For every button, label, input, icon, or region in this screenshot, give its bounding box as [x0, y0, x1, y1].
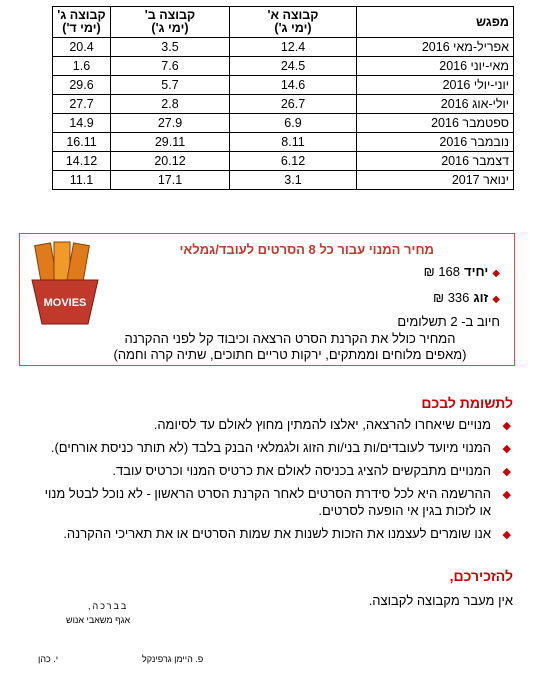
- notice-list: [33, 416, 513, 548]
- cell-month: יולי-אוג 2016: [357, 95, 514, 114]
- cell-group-c: 14.12: [53, 152, 111, 171]
- list-item: ◆ מנויים שיאחרו להרצאה, יאלצו להמתין מחוץ לאולם עד לסיומה.: [33, 416, 513, 433]
- movie-tickets-icon: [26, 240, 104, 326]
- cell-group-c: 11.1: [53, 171, 111, 190]
- cell-group-a: 6.12: [230, 152, 357, 171]
- price-single: ◆יחיד168 ₪: [423, 264, 500, 279]
- price-title: מחיר המנוי עבור כל 8 הסרטים לעובד/גמלאי: [179, 242, 434, 257]
- table-row: [53, 95, 514, 114]
- svg-text:MOVIES: MOVIES: [43, 297, 87, 309]
- cell-month: אפריל-מאי 2016: [357, 38, 514, 57]
- diamond-bullet-icon: ◆: [502, 420, 511, 432]
- cell-group-a: 3.1: [230, 171, 357, 190]
- list-item: ◆ המנויים מתבקשים להציג בכניסה לאולם את כרטיס המנוי וכרטיס עובד.: [33, 462, 513, 479]
- cell-group-a: 14.6: [230, 76, 357, 95]
- remember-text: אין מעבר מקבוצה לקבוצה.: [368, 593, 513, 608]
- cell-group-b: 2.8: [111, 95, 230, 114]
- table-row: [53, 133, 514, 152]
- price-double: ◆זוג336 ₪: [433, 290, 500, 305]
- signature-name: פ. היימן גרפינקל: [142, 654, 204, 664]
- diamond-bullet-icon: ◆: [502, 443, 511, 455]
- signature-name: י. כהן: [38, 654, 59, 664]
- cell-month: נובמבר 2016: [357, 133, 514, 152]
- list-item: ◆ אנו שומרים לעצמנו את הזכות לשנות את שמות הסרטים או את תאריכי ההקרנה.: [33, 525, 513, 542]
- cell-group-b: 29.11: [111, 133, 230, 152]
- bullet-icon: ◆: [492, 294, 500, 305]
- diamond-bullet-icon: ◆: [502, 466, 511, 478]
- signature-blessing: בברכה,: [88, 601, 129, 611]
- cell-group-c: 14.9: [53, 114, 111, 133]
- cell-month: דצמבר 2016: [357, 152, 514, 171]
- schedule-table: [52, 6, 514, 190]
- cell-group-a: 24.5: [230, 57, 357, 76]
- cell-group-b: 5.7: [111, 76, 230, 95]
- table-row: [53, 171, 514, 190]
- table-row: [53, 76, 514, 95]
- notice-heading: לתשומת לבכם: [421, 395, 513, 411]
- cell-group-b: 7.6: [111, 57, 230, 76]
- cell-group-c: 27.7: [53, 95, 111, 114]
- header-group-a: קבוצה א' (ימי ג'): [230, 7, 357, 38]
- cell-group-a: 12.4: [230, 38, 357, 57]
- table-row: [53, 114, 514, 133]
- cell-group-b: 3.5: [111, 38, 230, 57]
- cell-group-b: 17.1: [111, 171, 230, 190]
- cell-group-a: 6.9: [230, 114, 357, 133]
- table-row: [53, 38, 514, 57]
- schedule-header-row: [53, 7, 514, 38]
- cell-group-c: 16.11: [53, 133, 111, 152]
- cell-group-c: 20.4: [53, 38, 111, 57]
- cell-group-a: 8.11: [230, 133, 357, 152]
- list-item: ◆ המנוי מיועד לעובדים/ות בני/ות הזוג ולגמלאי הבנק בלבד (לא תותר כניסת אורחים).: [33, 439, 513, 456]
- price-box: [19, 233, 515, 366]
- table-row: [53, 57, 514, 76]
- cell-month: מאי-יוני 2016: [357, 57, 514, 76]
- cell-group-c: 1.6: [53, 57, 111, 76]
- table-row: [53, 152, 514, 171]
- header-group-c: קבוצה ג' (ימי ד'): [53, 7, 111, 38]
- list-item: ◆ ההרשמה היא לכל סידרת הסרטים לאחר הקרנת הסרט הראשון - לא נוכל לבטל מנוי או לזכות בגין אי הופעה לסרטים.: [44, 486, 511, 518]
- cell-group-a: 26.7: [230, 95, 357, 114]
- cell-month: ינואר 2017: [357, 171, 514, 190]
- cell-month: ספטמבר 2016: [357, 114, 514, 133]
- cell-group-b: 27.9: [111, 114, 230, 133]
- cell-group-b: 20.12: [111, 152, 230, 171]
- signature-department: אגף משאבי אנוש: [66, 615, 131, 625]
- header-month: מפגש: [357, 7, 514, 38]
- header-group-b: קבוצה ב' (ימי ג'): [111, 7, 230, 38]
- bullet-icon: ◆: [492, 268, 500, 279]
- includes-text: המחיר כולל את הקרנת הסרט הרצאה וכיבוד קל לפני ההקרנה (מאפים מלוחים וממתקים, ירקות טריים חתוכים, שתיה קרה וחמה): [113, 331, 467, 362]
- cell-month: יוני-יולי 2016: [357, 76, 514, 95]
- cell-group-c: 29.6: [53, 76, 111, 95]
- diamond-bullet-icon: ◆: [502, 489, 511, 501]
- remember-heading: להזכירכם,: [449, 568, 513, 584]
- diamond-bullet-icon: ◆: [502, 529, 511, 541]
- installments-text: חיוב ב- 2 תשלומים: [397, 314, 500, 329]
